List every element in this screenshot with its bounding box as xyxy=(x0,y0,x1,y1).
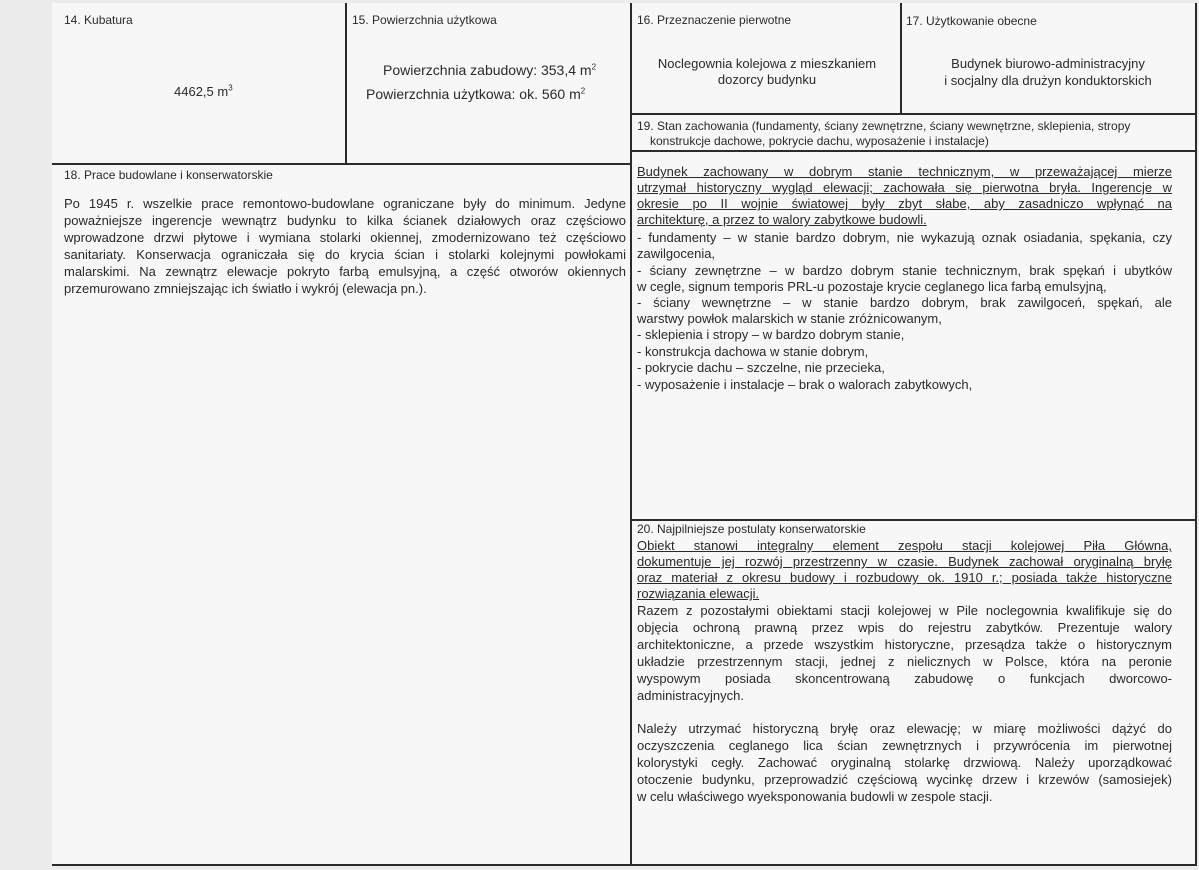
body-line: objęcia ochroną prawną przez wpis do rejestru zabytków. Prezentuje walory xyxy=(637,620,1172,635)
field-19-heading-1: 19. Stan zachowania (fundamenty, ściany zewnętrzne, ściany wewnętrzne, sklepienia, stropy xyxy=(637,119,1131,133)
field-19-heading-2: konstrukcje dachowe, pokrycie dachu, wyposażenie i instalacje) xyxy=(650,134,989,148)
body-line: poważniejsze ingerencje wewnątrz budynku to kilka ścianek działowych oraz częściowo xyxy=(64,213,626,228)
body-line: oraz materiał z okresu budowy i rozbudowy ok. 1910 r.; posiada także historyczne xyxy=(637,570,1172,585)
divider xyxy=(630,519,1197,521)
field-17-line-2: i socjalny dla drużyn konduktorskich xyxy=(944,73,1152,88)
body-line: układzie przestrzennym stacji, jednej z nielicznych w Polsce, która na peronie xyxy=(637,654,1172,669)
body-line: wyspowym posiada skoncentrowaną zabudowę o funkcjach dworcowo- xyxy=(637,671,1172,686)
body-line: - konstrukcja dachowa w stanie dobrym, xyxy=(637,344,869,359)
divider xyxy=(52,864,1197,866)
field-14-heading: 14. Kubatura xyxy=(64,13,133,27)
body-line: - ściany zewnętrzne – w bardzo dobrym stanie technicznym, brak spękań i ubytków xyxy=(637,263,1172,278)
field-15-heading: 15. Powierzchnia użytkowa xyxy=(352,13,497,27)
body-line: warstwy powłok malarskich w stanie zróżnicowanym, xyxy=(637,311,942,326)
divider xyxy=(900,3,902,115)
body-line: Budynek zachowany w dobrym stanie technicznym, w przeważającej mierze xyxy=(637,164,1172,179)
field-16-line-1: Noclegownia kolejowa z mieszkaniem xyxy=(657,56,877,71)
divider xyxy=(1195,3,1197,865)
body-line: architekturę, a przez to walory zabytkowe budowli. xyxy=(637,212,927,227)
body-line: w celu właściwego wyeksponowania budowli w zespole stacji. xyxy=(637,789,993,804)
divider xyxy=(630,113,1197,115)
body-line: Obiekt stanowi integralny element zespołu stacji kolejowej Piła Główna, xyxy=(637,538,1172,553)
body-line: otoczenie budynku, przeprowadzić częściową wycinkę drzew i krzewów (samosiejek) xyxy=(637,772,1172,787)
divider xyxy=(630,150,1197,152)
field-17-line-1: Budynek biurowo-administracyjny xyxy=(951,56,1145,71)
body-line: Razem z pozostałymi obiektami stacji kolejowej w Pile noclegownia kwalifikuje się do xyxy=(637,603,1172,618)
field-16-line-2: dozorcy budynku xyxy=(717,72,817,87)
body-line: architektoniczne, a przede wszystkim historyczne, przesądza także o historycznym xyxy=(637,637,1172,652)
body-line: rozwiązania elewacji. xyxy=(637,586,760,601)
body-line: okresie po II wojnie światowej były zbyt słabe, aby zasadniczo wpłynąć na xyxy=(637,196,1172,211)
body-line: kolorystyki cegły. Zachować oryginalną stolarkę drzwiową. Należy uporządkować xyxy=(637,755,1172,770)
body-line: w cegle, signum temporis PRL-u pozostaje krycie ceglanego lica farbą emulsyjną, xyxy=(637,279,1107,294)
body-line: - fundamenty – w stanie bardzo dobrym, nie wykazują oznak osiadania, spękania, czy xyxy=(637,230,1172,245)
field-14-value xyxy=(174,84,233,100)
divider xyxy=(52,163,632,165)
body-line: - ściany wewnętrzne – w stanie bardzo dobrym, brak zawilgoceń, spękań, ale xyxy=(637,295,1172,310)
field-15-line-1: Powierzchnia zabudowy: 353,4 $m^2$ xyxy=(383,62,597,78)
field-18-heading: 18. Prace budowlane i konserwatorskie xyxy=(64,168,273,182)
field-16-heading: 16. Przeznaczenie pierwotne xyxy=(637,13,792,27)
body-line: dokumentuje jej rozwój przestrzenny w czasie. Budynek zachował oryginalną bryłę xyxy=(637,554,1172,569)
body-line: - pokrycie dachu – szczelne, nie przecieka, xyxy=(637,360,885,375)
body-line: sanitariaty. Konserwacja ograniczała się do krycia ścian i stolarki kolejnymi powłokami xyxy=(64,247,626,262)
volume-value: 4462,5 m xyxy=(174,84,229,99)
body-line: - wyposażenie i instalacje – brak o walorach zabytkowych, xyxy=(637,377,973,392)
body-line: wprowadzone drzwi płytowe i wymiana stolarki okiennej, zmodernizowano też częściowo xyxy=(64,230,626,245)
body-line: zawilgocenia, xyxy=(637,246,716,261)
divider xyxy=(630,3,632,865)
body-line: Należy utrzymać historyczną bryłę oraz elewację; w miarę możliwości dążyć do xyxy=(637,721,1172,736)
field-20-heading: 20. Najpilniejsze postulaty konserwatorskie xyxy=(637,522,866,536)
body-line: Po 1945 r. wszelkie prace remontowo-budowlane ograniczane były do minimum. Jedyne xyxy=(64,196,626,211)
volume-unit-sup: 3 xyxy=(228,83,233,93)
field-17-heading: 17. Użytkowanie obecne xyxy=(906,14,1037,28)
body-line: - sklepienia i stropy – w bardzo dobrym stanie, xyxy=(637,327,905,342)
body-line: przemurowano zmniejszając ich światło i wykrój (elewacja pn.). xyxy=(64,281,427,296)
body-line: malarskimi. Na zewnątrz elewacje pokryto farbą emulsyjną, a część otworów okiennych xyxy=(64,264,626,279)
body-line: administracyjnych. xyxy=(637,688,744,703)
body-line: oczyszczenia ceglanego lica ścian zewnętrznych i przywrócenia im pierwotnej xyxy=(637,738,1172,753)
body-line: utrzymał historyczny wygląd elewacji; zachowała się pierwotna bryła. Ingerencje w xyxy=(637,180,1172,195)
divider xyxy=(345,3,347,165)
field-15-line-2: Powierzchnia użytkowa: ok. 560 $m^2$ xyxy=(366,86,586,102)
